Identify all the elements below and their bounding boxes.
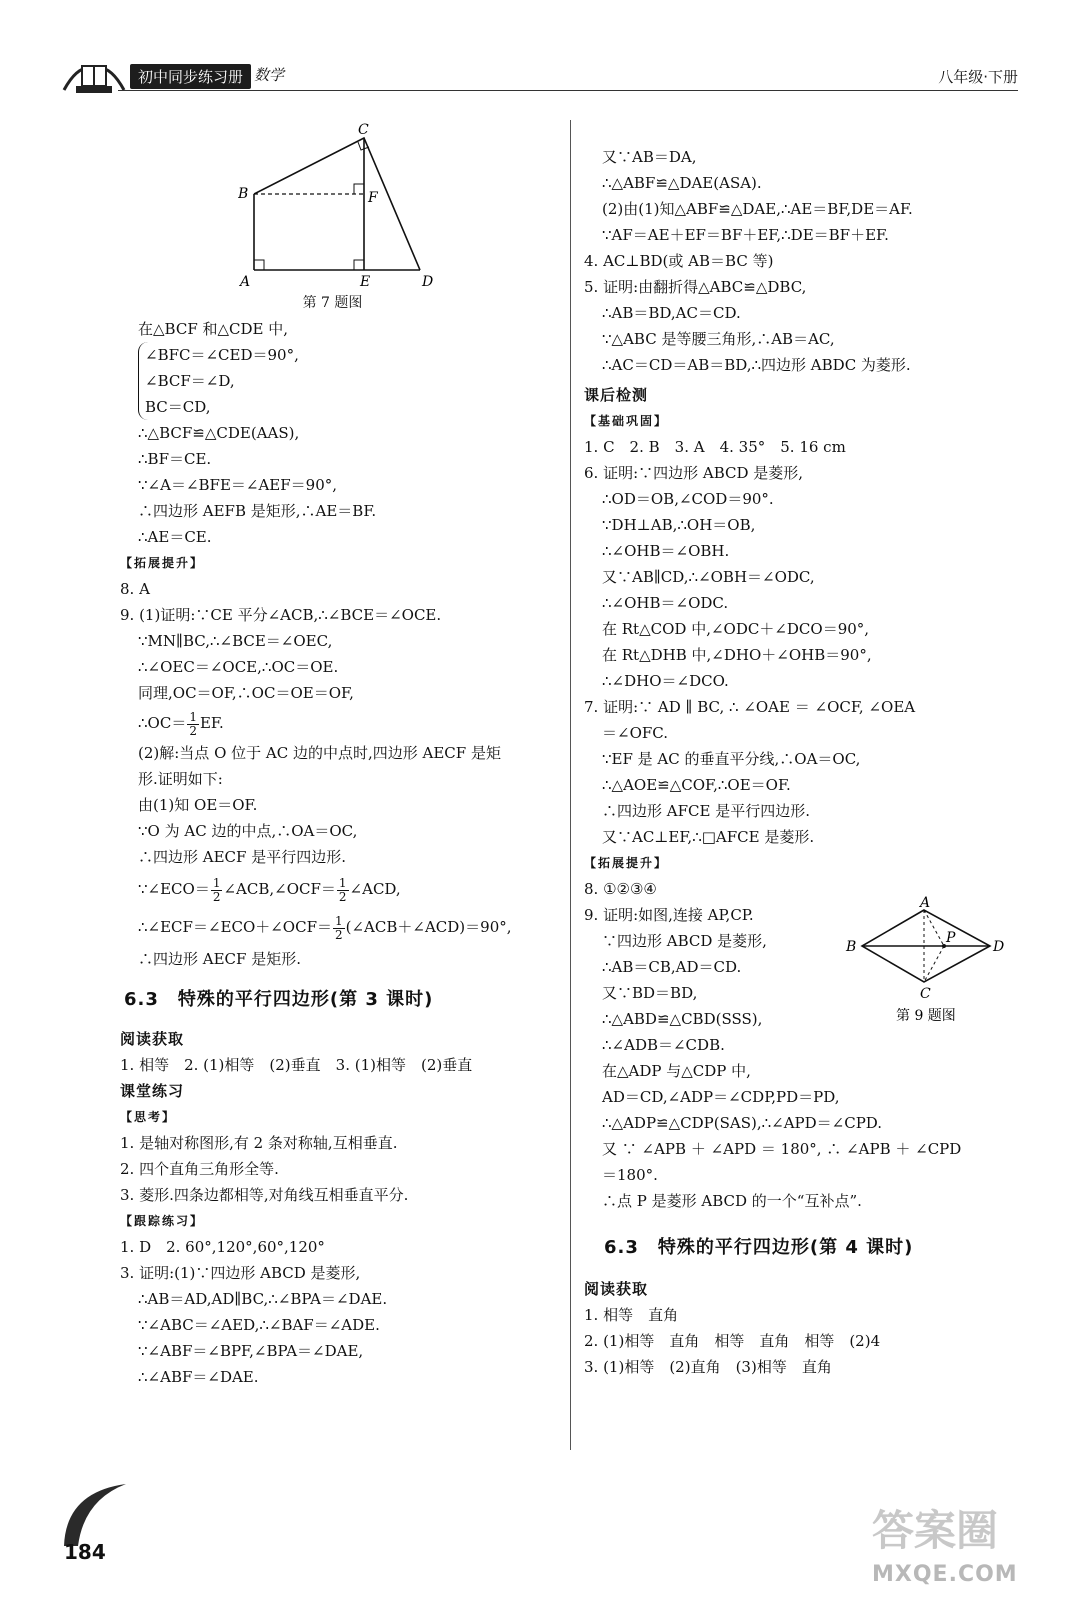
solution-line: ∵∠ABC＝∠AED,∴∠BAF＝∠ADE. [138,1316,380,1334]
answer-line: 1. 相等 直角 [584,1306,679,1324]
lesson-title: 6.3 特殊的平行四边形(第 4 课时) [604,1237,914,1258]
solution-line: 形.证明如下: [138,770,223,788]
fig7-label-b: B [238,186,249,202]
book-title: 初中同步练习册 [130,64,251,89]
right-column [584,144,1014,1380]
problem-9-block [584,896,1014,1032]
solution-line: ∴△ABF≌△DAE(ASA). [602,174,762,192]
solution-line: 由(1)知 OE＝OF. [138,796,258,814]
solution-line: ∴∠ABF＝∠DAE. [138,1368,259,1386]
solution-line: ＝∠OFC. [602,724,668,742]
fraction [211,877,223,904]
section-tag: 【拓展提升】 [120,556,205,570]
solution-line: ∵MN∥BC,∴∠BCE＝∠OEC, [138,632,333,650]
solution-line: ∵四边形 ABCD 是菱形, [602,932,767,950]
solution-line: 又 ∵ ∠APB ＋ ∠APD ＝ 180°, ∴ ∠APB ＋ ∠CPD [602,1140,962,1158]
text-span: ∴OC＝ [138,714,187,732]
fraction-denominator: 2 [189,723,197,738]
answer-line: 2. (1)相等 直角 相等 直角 相等 (2)4 [584,1332,881,1350]
fig7-label-e: E [360,274,371,290]
section-heading: 课堂练习 [120,1082,185,1100]
grade-label: 八年级·下册 [938,68,1018,86]
answer-line: 5. 证明:由翻折得△ABC≌△DBC, [584,278,807,296]
solution-line: 在 Rt△COD 中,∠ODC＋∠DCO＝90°, [602,620,870,638]
text-span: ∠ACB,∠OCF＝ [223,880,336,898]
page-header [58,60,1018,100]
answer-line: 1. C 2. B 3. A 4. 35° 5. 16 cm [584,438,846,456]
fig7-label-a: A [240,274,251,290]
solution-line: 在 Rt△DHB 中,∠DHO＋∠OHB＝90°, [602,646,872,664]
figure-9-caption: 第 9 题图 [896,1008,956,1024]
solution-line: 又∵BD＝BD, [602,984,698,1002]
solution-line: ∴四边形 AFCE 是平行四边形. [602,802,810,820]
answer-line: 3. (1)相等 (2)直角 (3)相等 直角 [584,1358,832,1376]
fraction-denominator: 2 [335,927,343,942]
solution-line: ∴AE＝CE. [138,528,212,546]
fraction [187,711,199,738]
solution-line: 又∵AB＝DA, [602,148,697,166]
solution-line: ∴OD＝OB,∠COD＝90°. [602,490,774,508]
fig9-label-p: P [946,930,956,946]
solution-line: ∵EF 是 AC 的垂直平分线,∴OA＝OC, [602,750,861,768]
fraction-denominator: 2 [212,889,221,904]
text-span: ∴∠ECF＝∠ECO＋∠OCF＝ [138,918,332,936]
fig9-label-d: D [993,939,1005,955]
column-divider [570,120,571,1450]
solution-line: ∴四边形 AEFB 是矩形,∴AE＝BF. [138,502,377,520]
solution-line: 在△BCF 和△CDE 中, [138,320,289,338]
equation-brace [138,342,565,420]
answer-line: 9. (1)证明:∵CE 平分∠ACB,∴∠BCE＝∠OCE. [120,606,442,624]
section-tag: 【拓展提升】 [584,856,669,870]
answer-line: 1. 是轴对称图形,有 2 条对称轴,互相垂直. [120,1134,398,1152]
answer-line: 1. D 2. 60°,120°,60°,120° [120,1238,325,1256]
answer-line: 1. 相等 2. (1)相等 (2)垂直 3. (1)相等 (2)垂直 [120,1056,473,1074]
answer-line: 3. 菱形.四条边都相等,对角线互相垂直平分. [120,1186,409,1204]
solution-line: ∴△BCF≌△CDE(AAS), [138,424,300,442]
solution-line: 又∵AB∥CD,∴∠OBH＝∠ODC, [602,568,815,586]
solution-line: ∴AC＝CD＝AB＝BD,∴四边形 ABDC 为菱形. [602,356,911,374]
solution-line: AD＝CD,∠ADP＝∠CDP,PD＝PD, [602,1088,840,1106]
page-corner-swoosh-icon [60,1478,130,1548]
watermark-logo: 答案圈 [872,1506,999,1555]
solution-line: ∴四边形 AECF 是矩形. [138,950,301,968]
solution-line-fraction [120,908,565,946]
solution-line: ∴AB＝CB,AD＝CD. [602,958,742,976]
solution-line: ∴∠DHO＝∠DCO. [602,672,729,690]
solution-line: ∴∠OHB＝∠ODC. [602,594,729,612]
page-number: 184 [64,1540,106,1564]
figure-7-caption: 第 7 题图 [302,295,363,311]
solution-line: ∵∠A＝∠BFE＝∠AEF＝90°, [138,476,338,494]
solution-line: ∵DH⊥AB,∴OH＝OB, [602,516,756,534]
brace-line: BC＝CD, [145,398,211,416]
fig9-label-c: C [920,986,931,1002]
answer-line: 8. A [120,580,150,598]
solution-line: ∴△ABD≌△CBD(SSS), [602,1010,763,1028]
fraction-numerator: 1 [338,875,347,890]
section-tag: 【跟踪练习】 [120,1214,205,1228]
solution-line: ∵∠ABF＝∠BPF,∠BPA＝∠DAE, [138,1342,364,1360]
book-logo-icon [58,60,130,94]
solution-line: ∴点 P 是菱形 ABCD 的一个“互补点”. [602,1192,862,1210]
answer-line: 7. 证明:∵ AD ∥ BC, ∴ ∠OAE ＝ ∠OCF, ∠OEA [584,698,916,716]
solution-line: 同理,OC＝OF,∴OC＝OE＝OF, [138,684,354,702]
solution-line: ∵AF＝AE＋EF＝BF＋EF,∴DE＝BF＋EF. [602,226,889,244]
answer-line: 8. ①②③④ [584,880,657,898]
text-span: (∠ACB＋∠ACD)＝90°, [345,918,512,936]
answer-line: 2. 四个直角三角形全等. [120,1160,279,1178]
answer-line: 6. 证明:∵四边形 ABCD 是菱形, [584,464,804,482]
fraction-numerator: 1 [335,913,343,928]
text-span: ∠ACD, [349,880,401,898]
fig9-label-a: A [920,896,931,911]
section-heading: 课后检测 [584,386,649,404]
brace-line: ∠BCF＝∠D, [145,372,235,390]
figure-9-diagram [844,896,1014,1026]
fig7-label-c: C [358,122,369,138]
solution-line: (2)解:当点 O 位于 AC 边的中点时,四边形 AECF 是矩 [138,744,501,762]
answer-line: 3. 证明:(1)∵四边形 ABCD 是菱形, [120,1264,361,1282]
solution-line: ∴AB＝BD,AC＝CD. [602,304,741,322]
header-rule [118,90,1018,91]
watermark-url: MXQE.COM [872,1562,1018,1587]
solution-line: 在△ADP 与△CDP 中, [602,1062,751,1080]
fraction-numerator: 1 [189,709,197,724]
section-heading: 阅读获取 [120,1030,185,1048]
section-tag: 【基础巩固】 [584,414,669,428]
text-span: EF. [199,714,224,732]
fraction [337,877,349,904]
brace-line: ∠BFC＝∠CED＝90°, [145,346,299,364]
solution-line: ∴AB＝AD,AD∥BC,∴∠BPA＝∠DAE. [138,1290,388,1308]
answer-line: 9. 证明:如图,连接 AP,CP. [584,906,754,924]
solution-line: ∵△ABC 是等腰三角形,∴AB＝AC, [602,330,835,348]
solution-line: ∴∠OEC＝∠OCE,∴OC＝OE. [138,658,339,676]
solution-line-fraction [120,706,565,740]
section-heading: 阅读获取 [584,1280,649,1298]
text-span: ∵∠ECO＝ [138,880,210,898]
lesson-title: 6.3 特殊的平行四边形(第 3 课时) [124,989,434,1010]
subject-label: 数学 [254,66,285,84]
section-tag: 【思考】 [120,1110,177,1124]
fraction-denominator: 2 [338,889,347,904]
fig7-label-f: F [368,190,378,206]
solution-line: 又∵AC⊥EF,∴□AFCE 是菱形. [602,828,815,846]
answer-line: 4. AC⊥BD(或 AB＝BC 等) [584,252,774,270]
solution-line: ∴△AOE≌△COF,∴OE＝OF. [602,776,791,794]
solution-line: ＝180°. [602,1166,658,1184]
solution-line: (2)由(1)知△ABF≌△DAE,∴AE＝BF,DE＝AF. [602,200,913,218]
solution-line: ∴四边形 AECF 是平行四边形. [138,848,346,866]
fraction-numerator: 1 [212,875,221,890]
solution-line-fraction [120,870,565,908]
solution-line: ∴△ADP≌△CDP(SAS),∴∠APD＝∠CPD. [602,1114,883,1132]
solution-line: ∴∠OHB＝∠OBH. [602,542,730,560]
solution-line: ∴∠ADB＝∠CDB. [602,1036,725,1054]
fraction [333,915,345,942]
fig7-label-d: D [422,274,434,290]
fig9-label-b: B [846,939,857,955]
solution-line: ∴BF＝CE. [138,450,212,468]
left-column [120,120,565,1390]
solution-line: ∵O 为 AC 边的中点,∴OA＝OC, [138,822,358,840]
figure-7-diagram [238,120,478,290]
